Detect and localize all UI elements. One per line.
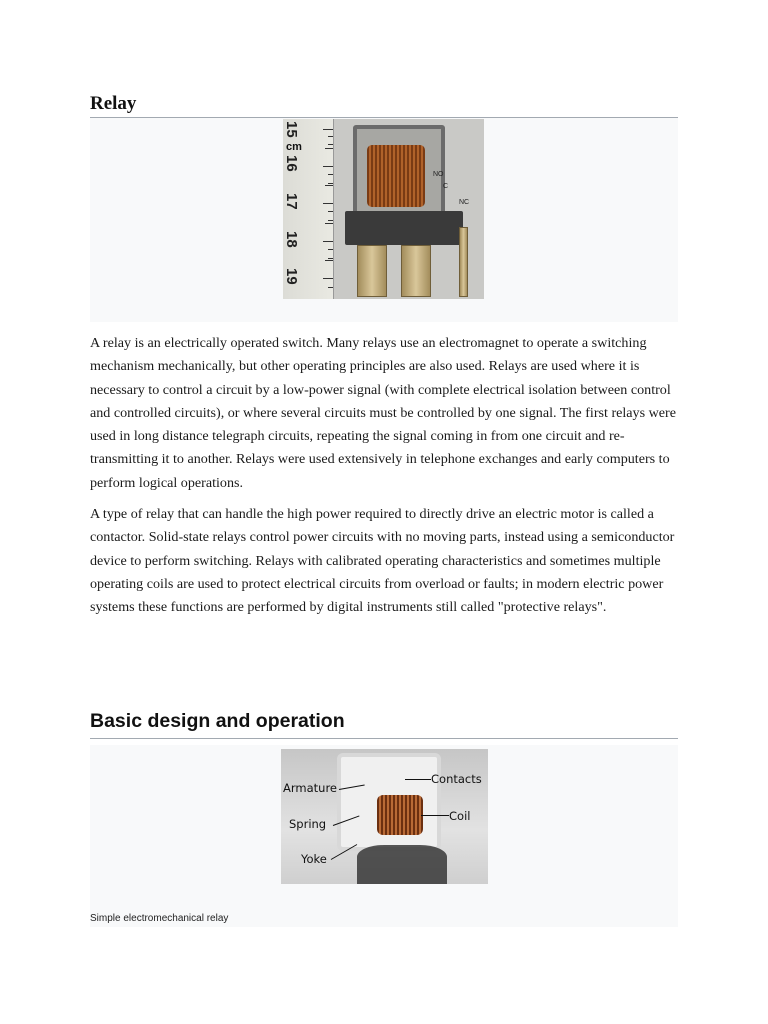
relay-pin [459, 227, 468, 297]
relay-pin [357, 245, 387, 297]
spring-label: Spring [289, 817, 327, 831]
relay-figure [90, 118, 678, 322]
paragraph: A relay is an electrically operated switch. Many relays use an electromagnet to operate a switching mechanism mechanically, but other operating principles are also used. Relays are used where it is necessary to control a circuit by a low-power signal (with complete electrical isolation between control and controlled circuits), or where several circuits must be controlled by one signal. The first relays were used in long distance telegraph circuits, repeating the signal coming in from one circuit and re-transmitting it to another. Relays were used extensively in telephone exchanges and early computers to perform logical operations. [90, 335, 676, 491]
ruler-number: 19 [283, 268, 300, 285]
coil-pointer [421, 815, 449, 816]
ruler-number: 17 [283, 193, 300, 210]
coil-label: Coil [449, 809, 471, 823]
electromechanical-relay-photo [281, 749, 488, 884]
relay-pin [401, 245, 431, 297]
electromechanical-relay-figure [90, 745, 678, 927]
yoke-label: Yoke [301, 852, 327, 866]
armature-label: Armature [283, 781, 337, 795]
ruler-number: 16 [283, 155, 300, 172]
paragraph: A type of relay that can handle the high power required to directly drive an electric motor is called a contactor. Solid-state relays control power circuits with no moving parts, instead using a semiconductor device to perform switching. Relays with calibrated operating characteristics and sometimes multiple operating coils are used to protect electrical circuits from overload or faults; in modern electric power systems these functions are performed by digital instruments still called "protective relays". [90, 506, 675, 616]
ruler-number: 18 [283, 231, 300, 248]
section-divider [90, 738, 678, 739]
page-title: Relay [90, 93, 137, 114]
contacts-pointer [405, 779, 431, 780]
ruler [283, 119, 334, 299]
relay-base [345, 211, 463, 245]
pin-label: NC [459, 199, 470, 206]
relay-yoke [357, 845, 447, 884]
relay-photo [283, 119, 484, 299]
relay-coil [367, 145, 425, 207]
pin-label: NO [433, 171, 444, 178]
relay-coil [377, 795, 423, 835]
section-heading: Basic design and operation [90, 710, 345, 732]
ruler-unit: cm [286, 141, 302, 153]
pin-label: C [443, 183, 449, 190]
ruler-number: 15 [283, 121, 300, 138]
figure-caption: Simple electromechanical relay [90, 913, 229, 924]
contacts-label: Contacts [431, 772, 482, 786]
